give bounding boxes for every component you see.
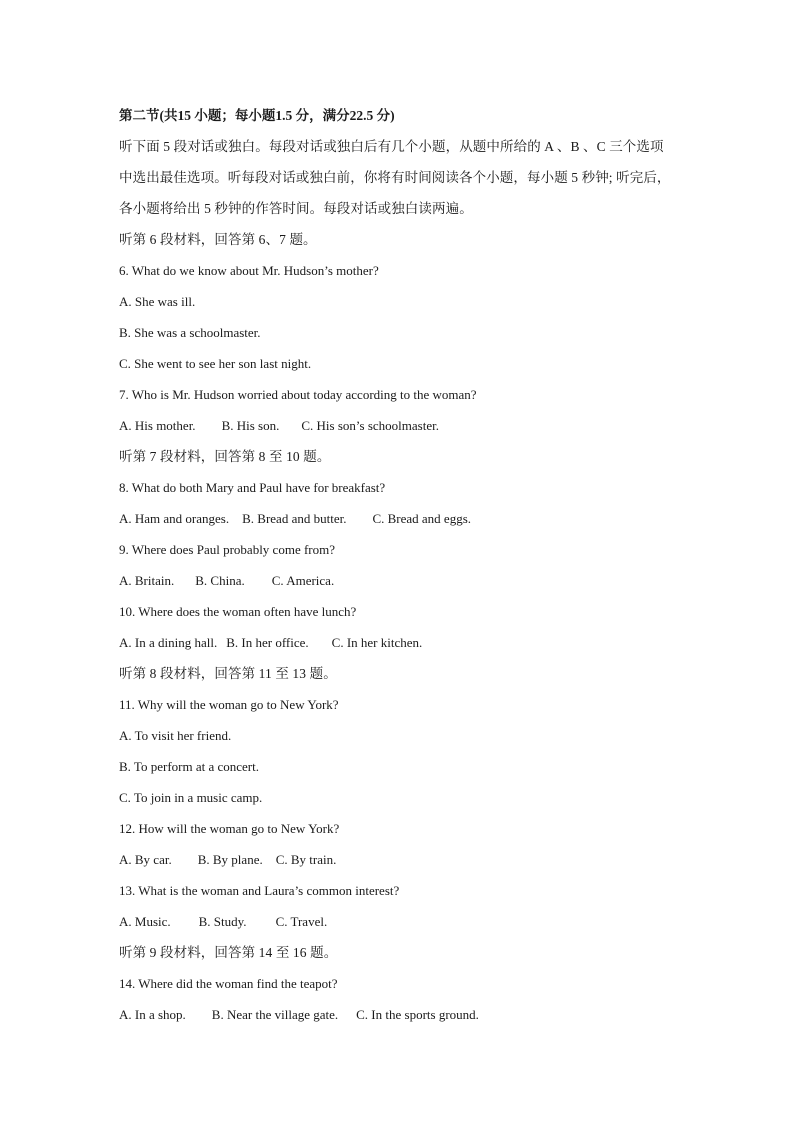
question-8-option-c: C. Bread and eggs.	[372, 511, 472, 526]
question-13-stem: 13. What is the woman and Laura’s common interest?	[119, 883, 400, 898]
question-14-option-a: A. In a shop.	[119, 1007, 186, 1022]
question-7-option-c: C. His son’s schoolmaster.	[301, 418, 439, 433]
instruction-line-3: 各小题将给出 5 秒钟的作答时间。每段对话或独白读两遍。	[119, 201, 473, 216]
question-12-option-c: C. By train.	[275, 852, 337, 867]
question-6-stem: 6. What do we know about Mr. Hudson’s mother?	[119, 263, 379, 278]
question-12-option-a: A. By car.	[119, 852, 172, 867]
question-7-stem: 7. Who is Mr. Hudson worried about today according to the woman?	[119, 387, 477, 402]
exam-page	[119, 100, 679, 1030]
question-10-option-a: A. In a dining hall.	[119, 635, 218, 650]
question-14-options	[119, 999, 679, 1030]
question-8-stem: 8. What do both Mary and Paul have for breakfast?	[119, 480, 386, 495]
question-13-option-c: C. Travel.	[275, 914, 328, 929]
question-10-option-c: C. In her kitchen.	[331, 635, 423, 650]
instruction-line-2: 中选出最佳选项。听每段对话或独白前，你将有时间阅读各个小题，每小题 5 秒钟; 听完后，	[119, 170, 671, 185]
part-heading-6: 听第 6 段材料，回答第 6、7 题。	[119, 232, 317, 247]
question-7-options	[119, 410, 679, 441]
question-9-stem: 9. Where does Paul probably come from?	[119, 542, 335, 557]
question-6-option-b: B. She was a schoolmaster.	[119, 325, 261, 340]
question-10-stem: 10. Where does the woman often have lunch?	[119, 604, 357, 619]
instruction-line-1: 听下面 5 段对话或独白。每段对话或独白后有几个小题，从题中所给的 A 、B 、C 三个选项	[119, 139, 664, 154]
question-12-options	[119, 844, 679, 875]
question-6-option-c: C. She went to see her son last night.	[119, 356, 312, 371]
question-13-options	[119, 906, 679, 937]
question-9-option-c: C. America.	[271, 573, 335, 588]
question-13-option-b: B. Study.	[198, 914, 247, 929]
question-8-options	[119, 503, 679, 534]
question-9-option-a: A. Britain.	[119, 573, 175, 588]
part-heading-7: 听第 7 段材料，回答第 8 至 10 题。	[119, 449, 331, 464]
question-10-option-b: B. In her office.	[226, 635, 309, 650]
question-13-option-a: A. Music.	[119, 914, 171, 929]
question-11-stem: 11. Why will the woman go to New York?	[119, 697, 339, 712]
question-7-option-a: A. His mother.	[119, 418, 196, 433]
question-14-stem: 14. Where did the woman find the teapot?	[119, 976, 338, 991]
question-9-options	[119, 565, 679, 596]
question-6-option-a: A. She was ill.	[119, 294, 196, 309]
question-7-option-b: B. His son.	[221, 418, 280, 433]
part-heading-9: 听第 9 段材料，回答第 14 至 16 题。	[119, 945, 338, 960]
question-9-option-b: B. China.	[195, 573, 245, 588]
question-8-option-a: A. Ham and oranges.	[119, 511, 230, 526]
section-title: 第二节(共15 小题；每小题1.5 分，满分22.5 分)	[119, 108, 395, 123]
question-12-stem: 12. How will the woman go to New York?	[119, 821, 340, 836]
question-10-options	[119, 627, 679, 658]
question-8-option-b: B. Bread and butter.	[242, 511, 347, 526]
question-14-option-c: C. In the sports ground.	[356, 1007, 479, 1022]
question-14-option-b: B. Near the village gate.	[211, 1007, 339, 1022]
part-heading-8: 听第 8 段材料，回答第 11 至 13 题。	[119, 666, 337, 681]
question-11-option-b: B. To perform at a concert.	[119, 759, 259, 774]
question-11-option-a: A. To visit her friend.	[119, 728, 232, 743]
question-11-option-c: C. To join in a music camp.	[119, 790, 263, 805]
question-12-option-b: B. By plane.	[197, 852, 263, 867]
